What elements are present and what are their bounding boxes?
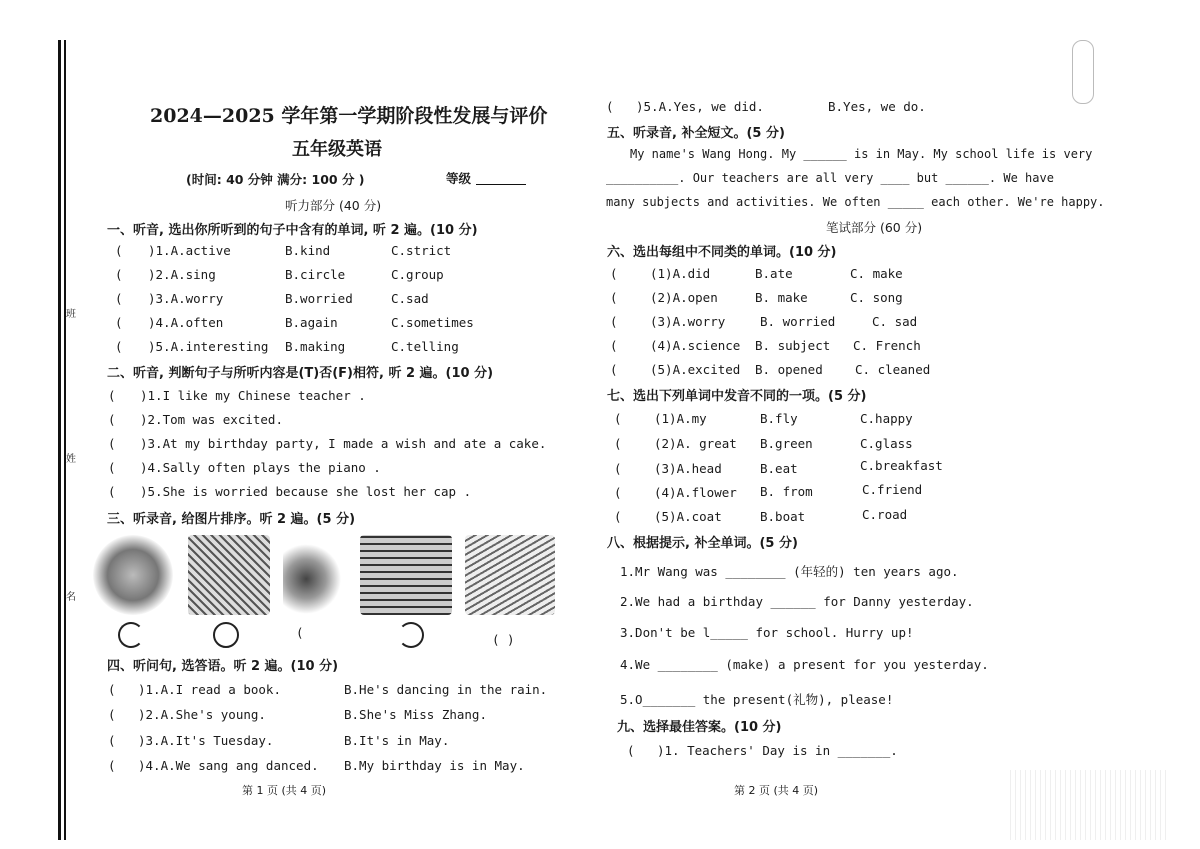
order-answer-box-3[interactable]: ( [296, 625, 304, 640]
answer-option-a: )4.A.We sang ang danced. [138, 758, 319, 773]
order-answer-box-4[interactable] [398, 622, 424, 648]
word-option-c: C.happy [860, 411, 913, 426]
statement: )1.I like my Chinese teacher . [140, 388, 366, 403]
question-option-b: B.making [285, 339, 346, 354]
word-option-a: (5)A.coat [654, 509, 722, 524]
section7-heading: 七、选出下列单词中发音不同的一项。(5 分) [607, 389, 867, 404]
fill-in-sentence[interactable]: 3.Don't be l_____ for school. Hurry up! [620, 625, 914, 640]
word-option-c: C.glass [860, 436, 913, 451]
fill-in-sentence[interactable]: 5.O_______ the present(礼物), please! [620, 692, 894, 707]
section5-heading: 五、听录音, 补全短文。(5 分) [607, 126, 785, 141]
word-option-c: C. make [850, 266, 903, 281]
answer-paren[interactable]: ( [610, 266, 618, 281]
exam-info: (时间: 40 分钟 满分: 100 分 ) [186, 172, 365, 187]
order-answer-box-5[interactable]: ( ) [492, 632, 515, 647]
answer-paren[interactable]: ( [108, 707, 116, 722]
section4-heading: 四、听问句, 选答语。听 2 遍。(10 分) [107, 659, 339, 674]
question-option-a: )4.A.often [148, 315, 224, 330]
answer-paren[interactable]: ( [108, 412, 116, 427]
answer-paren[interactable]: ( [108, 484, 116, 499]
question-option-b: B.circle [285, 267, 346, 282]
page-edge-mark [1072, 40, 1094, 104]
word-option-a: (4)A.flower [654, 485, 737, 500]
section9-heading: 九、选择最佳答案。(10 分) [617, 720, 782, 735]
answer-option-b: B.My birthday is in May. [344, 758, 525, 773]
answer-option-a: )5.A.Yes, we did. [636, 99, 764, 114]
order-answer-box-2[interactable] [213, 622, 239, 648]
passage-line-2: __________. Our teachers are all very ____ but ______. We have [606, 171, 1054, 185]
written-part-label: 笔试部分 (60 分) [826, 220, 923, 235]
answer-paren[interactable]: ( [610, 362, 618, 377]
fill-in-sentence[interactable]: 1.Mr Wang was ________ (年轻的) ten years ago. [620, 564, 959, 579]
answer-paren[interactable]: ( [610, 314, 618, 329]
answer-paren[interactable]: ( [610, 338, 618, 353]
binding-line-left [58, 40, 61, 840]
answer-option-b: B.Yes, we do. [828, 99, 926, 114]
page2-footer: 第 2 页 (共 4 页) [734, 784, 819, 797]
section8-heading: 八、根据提示, 补全单词。(5 分) [607, 536, 798, 551]
listening-part-label: 听力部分 (40 分) [285, 198, 382, 213]
question-option-b: B.again [285, 315, 338, 330]
question-option-c: C.strict [391, 243, 452, 258]
answer-option-b: B.It's in May. [344, 733, 450, 748]
question-option-a: )1.A.active [148, 243, 231, 258]
answer-paren[interactable]: ( [627, 743, 635, 758]
margin-label-surname: 姓 [66, 454, 76, 465]
scan-noise [1010, 770, 1170, 840]
answer-paren[interactable]: ( [614, 509, 622, 524]
section2-heading: 二、听音, 判断句子与所听内容是(T)否(F)相符, 听 2 遍。(10 分) [107, 366, 494, 381]
exam-title: 2024—2025 学年第一学期阶段性发展与评价 [150, 105, 548, 127]
grade-label: 等级 [446, 171, 472, 186]
fill-in-sentence[interactable]: 2.We had a birthday ______ for Danny yesterday. [620, 594, 974, 609]
word-option-b: B. make [755, 290, 808, 305]
answer-paren[interactable]: ( [614, 461, 622, 476]
question-option-c: C.group [391, 267, 444, 282]
word-option-a: (1)A.my [654, 411, 707, 426]
grade-blank[interactable] [476, 184, 526, 185]
passage-line-1: My name's Wang Hong. My ______ is in May. My school life is very [630, 147, 1093, 161]
question-option-a: )2.A.sing [148, 267, 216, 282]
answer-paren[interactable]: ( [108, 436, 116, 451]
question-option-c: C.sad [391, 291, 429, 306]
statement: )4.Sally often plays the piano . [140, 460, 381, 475]
answer-paren[interactable]: ( [115, 315, 123, 330]
answer-paren[interactable]: ( [115, 339, 123, 354]
word-option-a: (3)A.head [654, 461, 722, 476]
word-option-c: C. cleaned [855, 362, 931, 377]
answer-paren[interactable]: ( [108, 460, 116, 475]
section1-heading: 一、听音, 选出你所听到的句子中含有的单词, 听 2 遍。(10 分) [107, 223, 478, 238]
question-option-a: )3.A.worry [148, 291, 224, 306]
exam-subtitle: 五年级英语 [292, 139, 382, 160]
picture-scene-4 [360, 535, 452, 615]
mc-question: )1. Teachers' Day is in _______. [657, 743, 898, 758]
answer-paren[interactable]: ( [115, 291, 123, 306]
margin-label-class: 班 [66, 309, 76, 320]
question-option-a: )5.A.interesting [148, 339, 269, 354]
word-option-b: B. from [760, 484, 813, 499]
word-option-b: B. subject [755, 338, 831, 353]
word-option-c: C. sad [872, 314, 918, 329]
answer-paren[interactable]: ( [614, 411, 622, 426]
question-option-c: C.sometimes [391, 315, 474, 330]
margin-label-name: 名 [66, 592, 76, 603]
word-option-b: B.boat [760, 509, 806, 524]
fill-in-sentence[interactable]: 4.We ________ (make) a present for you yesterday. [620, 657, 989, 672]
word-option-a: (2)A. great [654, 436, 737, 451]
section6-heading: 六、选出每组中不同类的单词。(10 分) [607, 245, 837, 260]
picture-scene-2 [188, 535, 270, 615]
statement: )3.At my birthday party, I made a wish and ate a cake. [140, 436, 547, 451]
word-option-b: B. worried [760, 314, 836, 329]
answer-paren[interactable]: ( [108, 682, 116, 697]
answer-paren[interactable]: ( [614, 485, 622, 500]
answer-option-b: B.She's Miss Zhang. [344, 707, 487, 722]
word-option-b: B.ate [755, 266, 793, 281]
statement: )5.She is worried because she lost her cap . [140, 484, 472, 499]
answer-paren[interactable]: ( [108, 733, 116, 748]
passage-line-3: many subjects and activities. We often _____ each other. We're happy. [606, 195, 1105, 209]
word-option-c: C. song [850, 290, 903, 305]
word-option-c: C.breakfast [860, 458, 943, 473]
picture-scene-5 [465, 535, 555, 615]
word-option-b: B.eat [760, 461, 798, 476]
word-option-b: B.green [760, 436, 813, 451]
word-option-a: (1)A.did [650, 266, 711, 281]
answer-option-a: )2.A.She's young. [138, 707, 266, 722]
word-option-b: B. opened [755, 362, 823, 377]
word-option-c: C.road [862, 507, 908, 522]
word-option-a: (3)A.worry [650, 314, 726, 329]
word-option-a: (4)A.science [650, 338, 741, 353]
binding-line-right [64, 40, 66, 840]
picture-scene-3 [283, 535, 341, 615]
question-option-b: B.kind [285, 243, 331, 258]
order-answer-box-1[interactable] [118, 622, 144, 648]
word-option-c: C.friend [862, 482, 923, 497]
page1-footer: 第 1 页 (共 4 页) [242, 784, 327, 797]
answer-paren[interactable]: ( [115, 267, 123, 282]
statement: )2.Tom was excited. [140, 412, 283, 427]
word-option-c: C. French [853, 338, 921, 353]
answer-paren[interactable]: ( [606, 99, 614, 114]
answer-paren[interactable]: ( [610, 290, 618, 305]
answer-option-b: B.He's dancing in the rain. [344, 682, 548, 697]
picture-scene-1 [93, 535, 173, 615]
answer-paren[interactable]: ( [614, 436, 622, 451]
question-option-c: C.telling [391, 339, 459, 354]
question-option-b: B.worried [285, 291, 353, 306]
word-option-b: B.fly [760, 411, 798, 426]
answer-paren[interactable]: ( [115, 243, 123, 258]
section3-heading: 三、听录音, 给图片排序。听 2 遍。(5 分) [107, 512, 356, 527]
answer-option-a: )1.A.I read a book. [138, 682, 281, 697]
answer-paren[interactable]: ( [108, 388, 116, 403]
word-option-a: (5)A.excited [650, 362, 741, 377]
answer-option-a: )3.A.It's Tuesday. [138, 733, 274, 748]
word-option-a: (2)A.open [650, 290, 718, 305]
answer-paren[interactable]: ( [108, 758, 116, 773]
